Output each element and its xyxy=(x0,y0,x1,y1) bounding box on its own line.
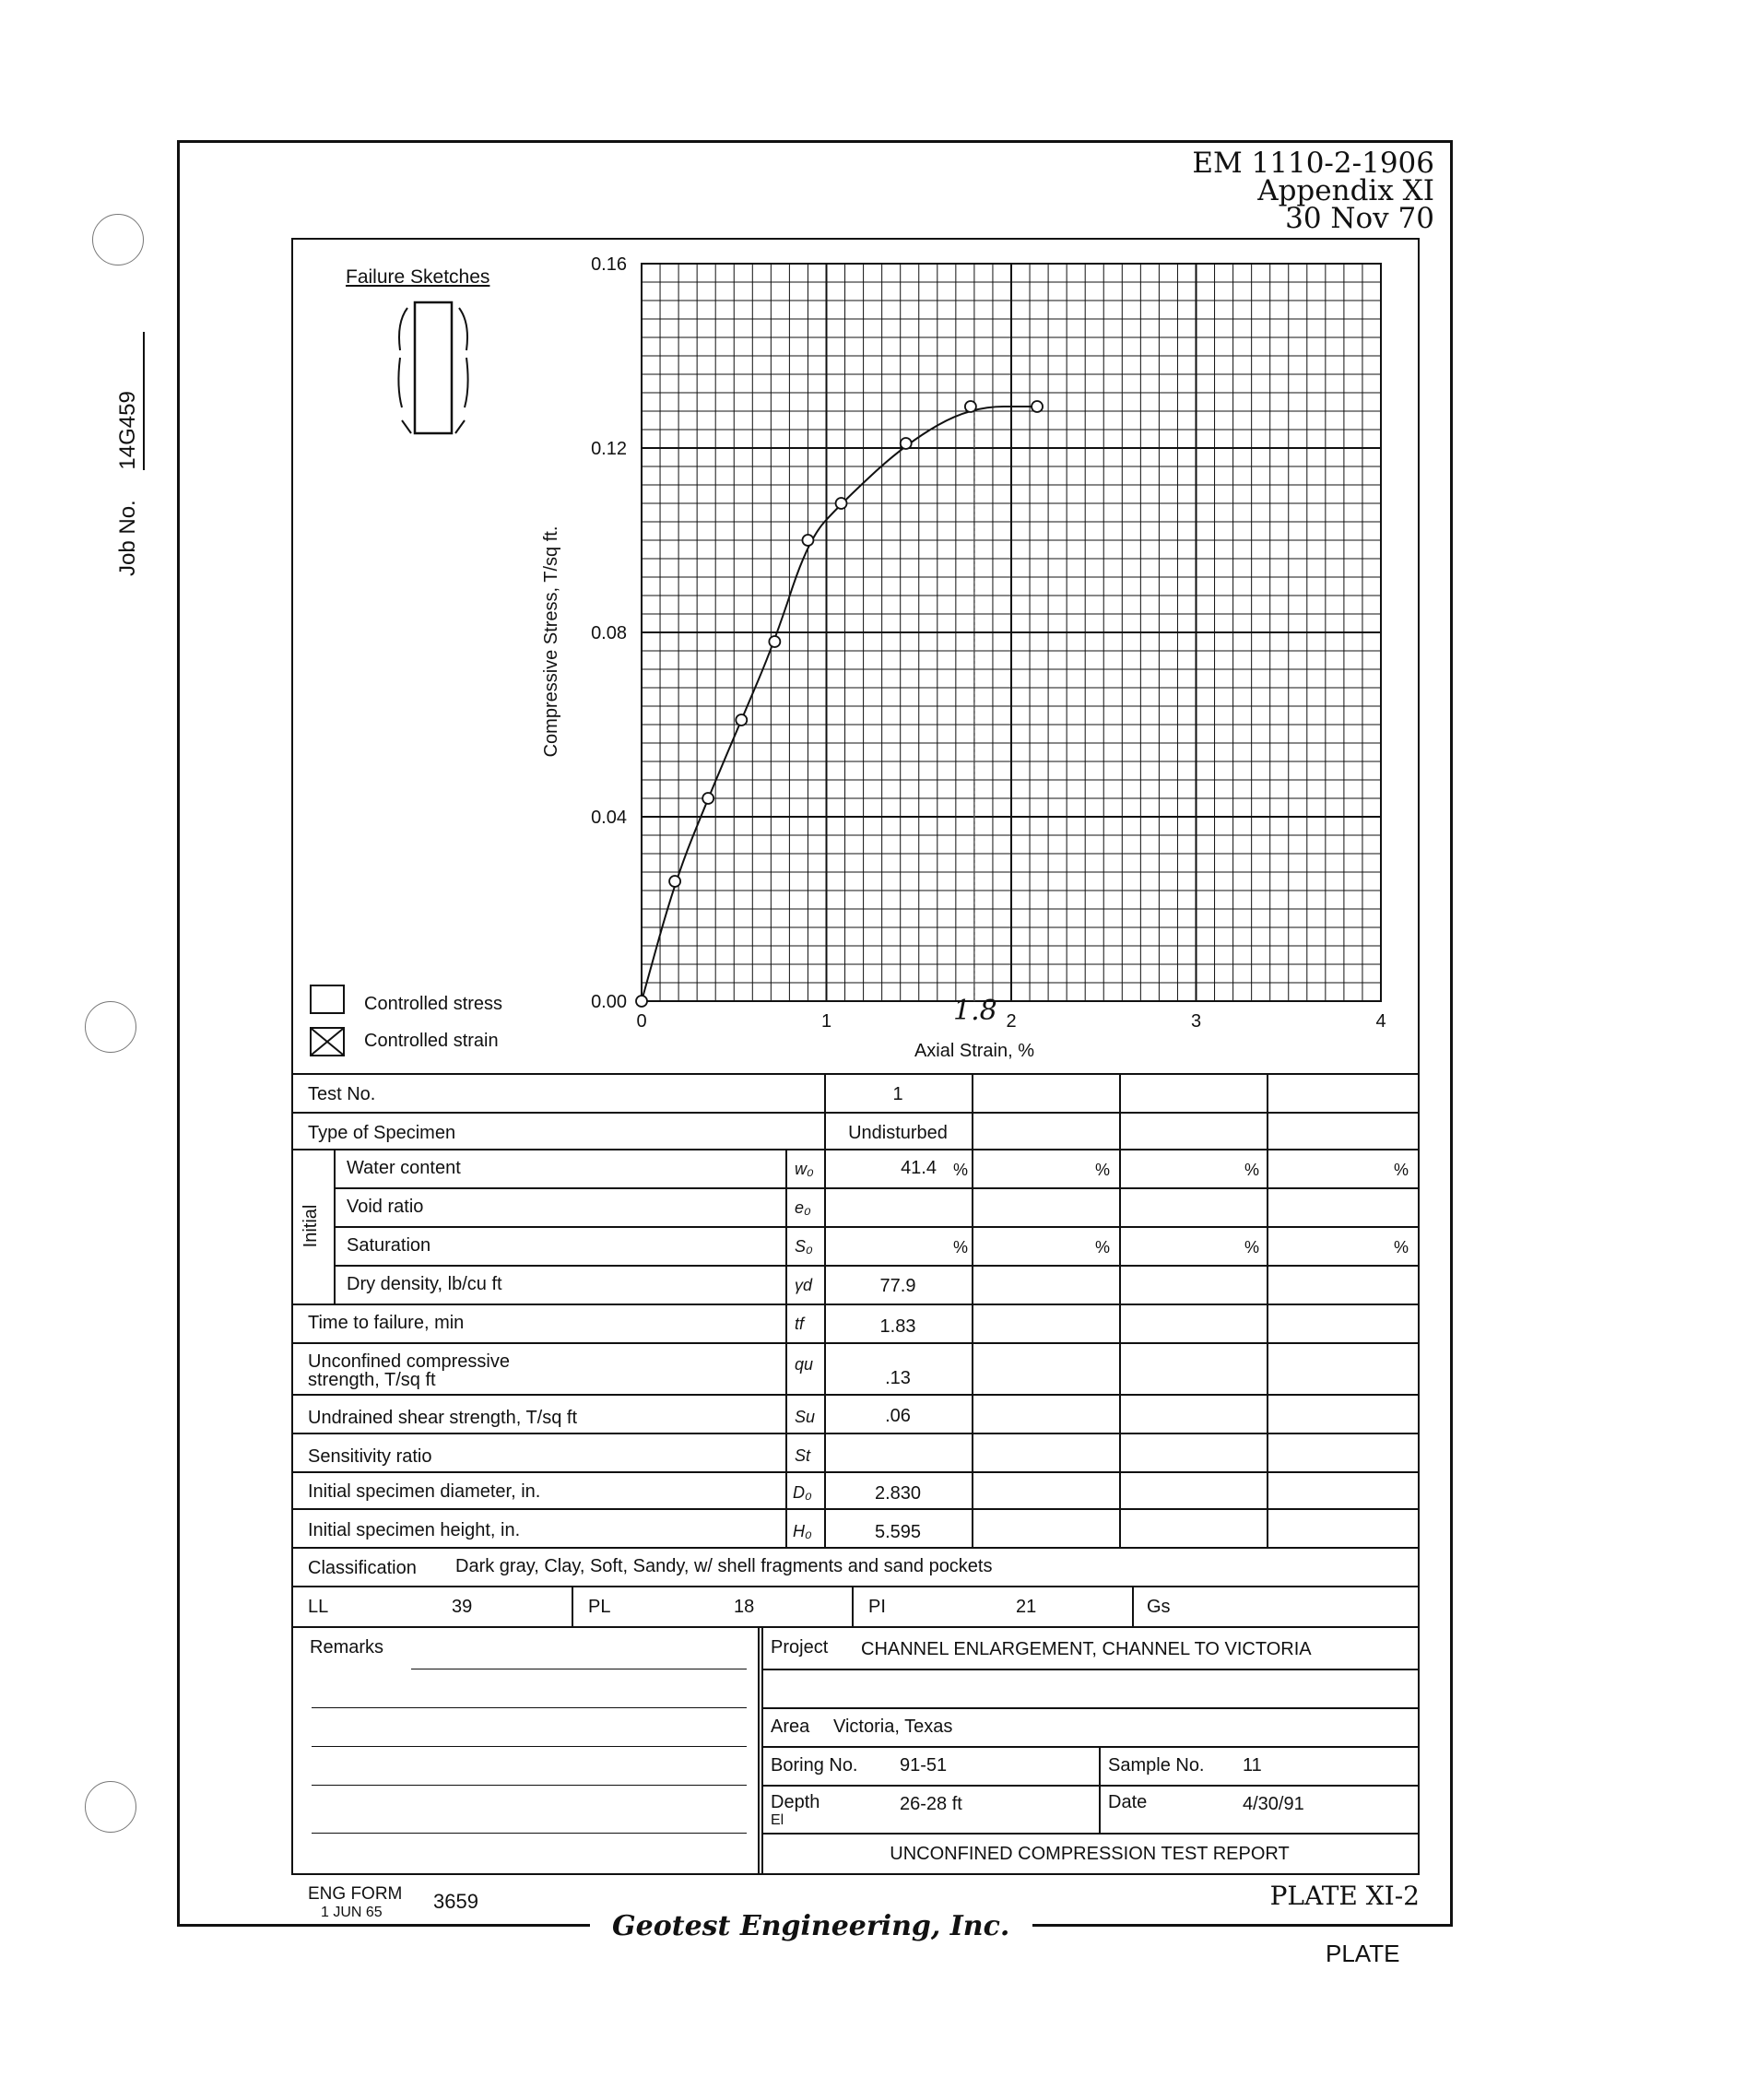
specimen-type-value: Undisturbed xyxy=(848,1123,948,1143)
pl-value: 18 xyxy=(734,1597,755,1617)
y-tick-label: 0.12 xyxy=(591,439,627,459)
depth-label: Depth xyxy=(771,1792,820,1812)
table-rule xyxy=(291,1433,1418,1434)
table-rule xyxy=(334,1265,1418,1267)
data-point xyxy=(636,996,647,1007)
table-rule xyxy=(785,1149,787,1547)
block-divider xyxy=(758,1626,760,1875)
table-rule xyxy=(291,1073,1418,1075)
ucs-value: .13 xyxy=(885,1368,911,1388)
x-axis-label: Axial Strain, % xyxy=(914,1041,1035,1061)
diameter-label: Initial specimen diameter, in. xyxy=(308,1481,541,1502)
percent-col4-row2: % xyxy=(1394,1238,1409,1256)
x-tick-label: 4 xyxy=(1375,1011,1386,1032)
handwritten-strain-annotation: 1.8 xyxy=(953,995,997,1027)
remarks-line xyxy=(312,1707,747,1708)
percent-col3-row2: % xyxy=(1244,1238,1260,1256)
remarks-line xyxy=(312,1833,747,1834)
table-rule xyxy=(334,1187,1418,1189)
controlled-stress-checkbox[interactable] xyxy=(310,985,345,1014)
pl-label: PL xyxy=(588,1597,611,1617)
table-rule xyxy=(291,1304,1418,1305)
date-value: 4/30/91 xyxy=(1243,1794,1304,1814)
header-em: EM 1110-2-1906 xyxy=(1192,147,1434,180)
table-rule xyxy=(291,1547,1418,1549)
time-to-failure-value: 1.83 xyxy=(879,1316,916,1337)
water-content-value: 41.4 xyxy=(901,1158,937,1178)
pi-label: PI xyxy=(868,1597,886,1617)
job-no-label: Job No. xyxy=(115,500,140,576)
dry-density-value: 77.9 xyxy=(879,1276,916,1296)
shear-strength-label: Undrained shear strength, T/sq ft xyxy=(308,1408,578,1428)
project-value: CHANNEL ENLARGEMENT, CHANNEL TO VICTORIA xyxy=(861,1639,1312,1659)
el-label: El xyxy=(771,1812,784,1828)
saturation-label: Saturation xyxy=(347,1235,431,1256)
eng-form-number: 3659 xyxy=(433,1890,478,1913)
table-rule xyxy=(291,1471,1418,1473)
eng-form-label: ENG FORM xyxy=(308,1884,403,1904)
x-tick-label: 2 xyxy=(1006,1011,1017,1032)
water-content-unit: % xyxy=(953,1161,969,1179)
pi-value: 21 xyxy=(1016,1597,1037,1617)
table-rule xyxy=(291,1394,1418,1396)
failure-sketches-label: Failure Sketches xyxy=(346,266,490,288)
project-rule xyxy=(761,1785,1418,1787)
data-point xyxy=(1032,401,1043,412)
controlled-stress-label: Controlled stress xyxy=(364,994,503,1014)
time-to-failure-label: Time to failure, min xyxy=(308,1313,465,1333)
remarks-line xyxy=(312,1785,747,1786)
sample-label: Sample No. xyxy=(1108,1755,1205,1776)
y-axis-label: Compressive Stress, T/sq ft. xyxy=(541,525,561,758)
test-no-label: Test No. xyxy=(308,1084,376,1104)
y-tick-label: 0.00 xyxy=(591,992,627,1012)
percent-col4-row0: % xyxy=(1394,1161,1409,1179)
plate-footer-label: PLATE xyxy=(1326,1940,1400,1967)
table-rule xyxy=(291,1342,1418,1344)
company-name: Geotest Engineering, Inc. xyxy=(612,1910,1010,1942)
height-symbol: H₀ xyxy=(793,1522,812,1540)
punch-hole-middle xyxy=(85,1001,136,1053)
ucs-label-line2: strength, T/sq ft xyxy=(308,1370,436,1390)
water-content-label: Water content xyxy=(347,1158,461,1178)
x-tick-label: 0 xyxy=(636,1011,647,1032)
dry-density-label: Dry density, lb/cu ft xyxy=(347,1274,502,1294)
table-rule xyxy=(1132,1586,1134,1626)
sensitivity-label: Sensitivity ratio xyxy=(308,1446,432,1467)
project-rule xyxy=(761,1746,1418,1748)
table-rule xyxy=(334,1149,336,1304)
ll-value: 39 xyxy=(452,1597,473,1617)
date-label: Date xyxy=(1108,1792,1148,1812)
y-tick-label: 0.04 xyxy=(591,808,627,828)
saturation-symbol: S₀ xyxy=(795,1237,813,1256)
table-rule xyxy=(291,1586,1418,1587)
data-point xyxy=(802,535,813,546)
data-point xyxy=(702,793,713,804)
table-rule xyxy=(291,1112,1418,1114)
job-number xyxy=(115,272,152,576)
shear-strength-symbol: Su xyxy=(795,1408,816,1426)
data-point xyxy=(669,876,680,887)
eng-form-date: 1 JUN 65 xyxy=(321,1905,383,1920)
table-rule xyxy=(972,1073,973,1547)
header-appendix: Appendix XI xyxy=(1257,174,1434,207)
classification-value: Dark gray, Clay, Soft, Sandy, w/ shell fragments and sand pockets xyxy=(455,1556,993,1576)
project-rule xyxy=(761,1833,1418,1835)
initial-group-label: Initial xyxy=(301,1204,321,1248)
table-rule xyxy=(1267,1073,1268,1547)
data-point xyxy=(736,714,747,726)
water-content-symbol: w₀ xyxy=(795,1160,814,1178)
percent-col2-row2: % xyxy=(1095,1238,1111,1256)
table-rule xyxy=(291,1626,1418,1628)
percent-col2-row0: % xyxy=(1095,1161,1111,1179)
job-no-value: 14G459 xyxy=(115,332,145,470)
controlled-strain-checkbox[interactable] xyxy=(310,1027,345,1056)
height-label: Initial specimen height, in. xyxy=(308,1520,521,1540)
boring-label: Boring No. xyxy=(771,1755,858,1776)
sample-value: 11 xyxy=(1243,1755,1262,1776)
ucs-symbol: qu xyxy=(795,1355,814,1374)
ll-label: LL xyxy=(308,1597,329,1617)
percent-col3-row0: % xyxy=(1244,1161,1260,1179)
document-header xyxy=(1192,147,1434,235)
y-tick-label: 0.08 xyxy=(591,623,627,643)
height-value: 5.595 xyxy=(874,1522,922,1542)
data-point xyxy=(769,636,780,647)
void-ratio-symbol: e₀ xyxy=(795,1198,811,1217)
time-to-failure-symbol: tf xyxy=(795,1315,805,1333)
report-title: UNCONFINED COMPRESSION TEST REPORT xyxy=(890,1844,1290,1864)
classification-label: Classification xyxy=(308,1558,417,1578)
remarks-line xyxy=(312,1746,747,1747)
block-divider xyxy=(761,1626,763,1875)
header-date: 30 Nov 70 xyxy=(1285,202,1434,235)
saturation-unit: % xyxy=(953,1238,969,1256)
table-rule xyxy=(572,1586,573,1626)
checked-x-icon xyxy=(312,1029,343,1055)
test-no-value: 1 xyxy=(892,1084,903,1104)
remarks-label: Remarks xyxy=(310,1637,384,1658)
boring-value: 91-51 xyxy=(900,1755,948,1776)
table-rule xyxy=(852,1586,854,1626)
stress-strain-chart xyxy=(535,249,1420,1079)
project-rule xyxy=(761,1707,1418,1709)
table-rule xyxy=(291,1149,1418,1150)
plate-number: PLATE XI-2 xyxy=(1269,1881,1420,1911)
void-ratio-label: Void ratio xyxy=(347,1197,424,1217)
depth-value: 26-28 ft xyxy=(900,1794,962,1814)
table-rule xyxy=(334,1226,1418,1228)
gs-label: Gs xyxy=(1147,1597,1171,1617)
data-point xyxy=(836,498,847,509)
data-point xyxy=(965,401,976,412)
x-tick-label: 1 xyxy=(820,1011,832,1032)
project-rule xyxy=(761,1669,1418,1670)
table-rule xyxy=(824,1073,826,1547)
diameter-value: 2.830 xyxy=(874,1483,922,1504)
stress-strain-curve xyxy=(642,407,1037,1001)
y-tick-label: 0.16 xyxy=(591,254,627,275)
sensitivity-symbol: St xyxy=(795,1446,811,1465)
data-point xyxy=(901,438,912,449)
punch-hole-bottom xyxy=(85,1781,136,1833)
project-rule xyxy=(1099,1746,1101,1833)
area-label: Area xyxy=(771,1717,810,1737)
dry-density-symbol: γd xyxy=(795,1276,813,1294)
x-tick-label: 3 xyxy=(1190,1011,1202,1032)
project-label: Project xyxy=(771,1637,829,1658)
punch-hole-top xyxy=(92,214,144,265)
controlled-strain-label: Controlled strain xyxy=(364,1031,499,1051)
specimen-type-label: Type of Specimen xyxy=(308,1123,456,1143)
table-rule xyxy=(1119,1073,1121,1547)
failure-sketch xyxy=(387,295,479,442)
table-rule xyxy=(291,1508,1418,1510)
ucs-label-line1: Unconfined compressive xyxy=(308,1351,510,1372)
shear-strength-value: .06 xyxy=(885,1406,911,1426)
area-value: Victoria, Texas xyxy=(833,1717,953,1737)
diameter-symbol: D₀ xyxy=(793,1483,812,1502)
